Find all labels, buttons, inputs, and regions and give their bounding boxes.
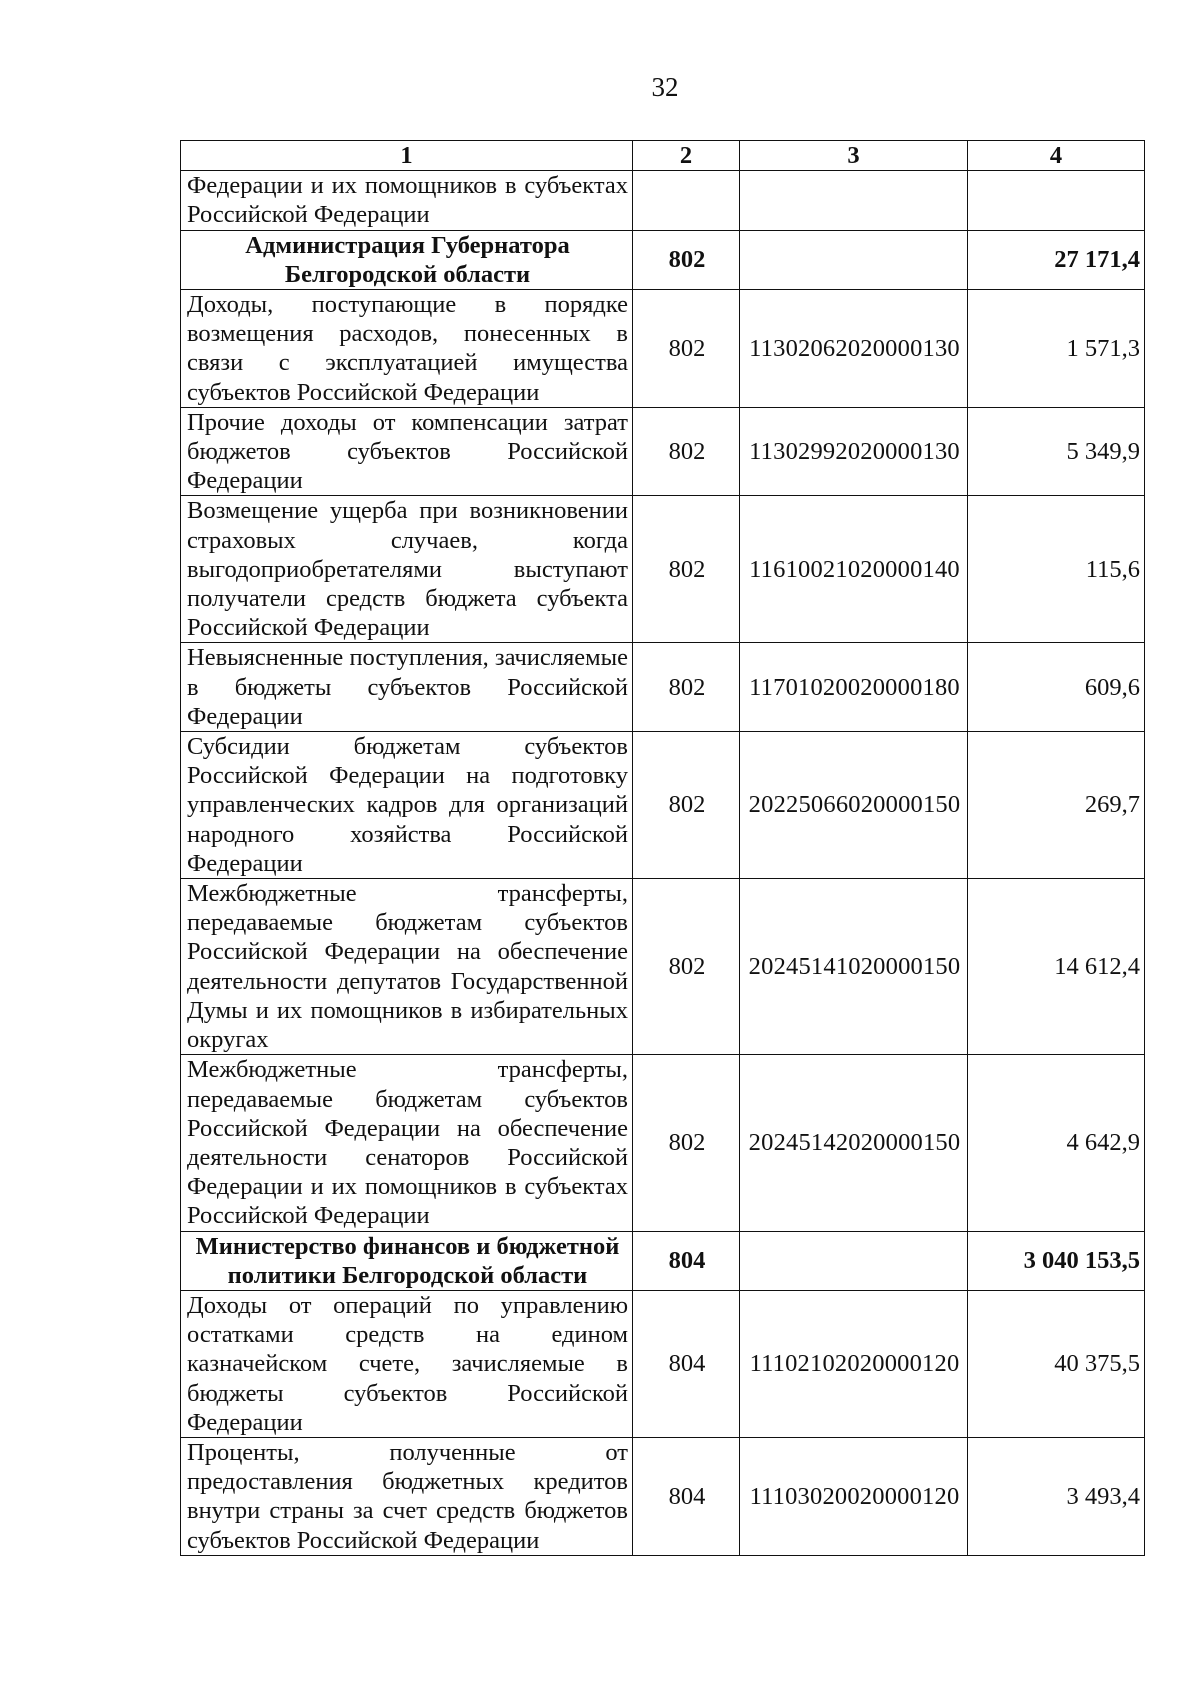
row-kbk: 11701020020000180 (740, 643, 968, 732)
row-name: Министерство финансов и бюджетной политики Белгородской области (181, 1231, 633, 1290)
row-amount: 1 571,3 (968, 290, 1145, 408)
revenue-table (180, 140, 1145, 1556)
table-row-section (181, 230, 1145, 289)
table-row (181, 879, 1145, 1055)
row-name: Проценты, полученные от предоставления бюджетных кредитов внутри страны за счет средств бюджетов субъектов Российской Федерации (181, 1437, 633, 1555)
row-kbk: 11610021020000140 (740, 496, 968, 643)
row-name: Доходы, поступающие в порядке возмещения расходов, понесенных в связи с эксплуатацией имущества субъектов Российской Федерации (181, 290, 633, 408)
row-amount: 4 642,9 (968, 1055, 1145, 1231)
row-kbk: 20225066020000150 (740, 732, 968, 879)
row-name: Доходы от операций по управлению остатками средств на едином казначейском счете, зачисляемые в бюджеты субъектов Российской Федерации (181, 1290, 633, 1437)
row-kbk (740, 1231, 968, 1290)
table-row (181, 290, 1145, 408)
row-admin-code: 802 (633, 1055, 740, 1231)
row-name: Межбюджетные трансферты, передаваемые бюджетам субъектов Российской Федерации на обеспечение деятельности депутатов Государственной Думы и их помощников в избирательных округах (181, 879, 633, 1055)
row-name: Прочие доходы от компенсации затрат бюджетов субъектов Российской Федерации (181, 407, 633, 496)
row-admin-code: 802 (633, 879, 740, 1055)
row-admin-code: 802 (633, 407, 740, 496)
table-row (181, 1290, 1145, 1437)
row-kbk: 11302062020000130 (740, 290, 968, 408)
table-header-row (181, 141, 1145, 171)
table-row (181, 171, 1145, 230)
row-kbk: 11103020020000120 (740, 1437, 968, 1555)
table-row (181, 496, 1145, 643)
column-header-4: 4 (968, 141, 1145, 171)
row-amount: 40 375,5 (968, 1290, 1145, 1437)
row-kbk (740, 230, 968, 289)
row-name: Субсидии бюджетам субъектов Российской Федерации на подготовку управленческих кадров для организаций народного хозяйства Российской Федерации (181, 732, 633, 879)
row-amount (968, 171, 1145, 230)
row-admin-code: 804 (633, 1290, 740, 1437)
table-body (181, 171, 1145, 1556)
row-kbk: 20245141020000150 (740, 879, 968, 1055)
column-header-2: 2 (633, 141, 740, 171)
row-admin-code: 802 (633, 643, 740, 732)
row-name: Администрация Губернатора Белгородской области (181, 230, 633, 289)
row-amount: 3 493,4 (968, 1437, 1145, 1555)
row-kbk: 11302992020000130 (740, 407, 968, 496)
row-admin-code: 802 (633, 290, 740, 408)
row-amount: 3 040 153,5 (968, 1231, 1145, 1290)
row-amount: 609,6 (968, 643, 1145, 732)
column-header-3: 3 (740, 141, 968, 171)
row-admin-code: 802 (633, 230, 740, 289)
page-number: 32 (651, 72, 679, 102)
row-name: Невыясненные поступления, зачисляемые в бюджеты субъектов Российской Федерации (181, 643, 633, 732)
row-admin-code: 802 (633, 496, 740, 643)
table-row (181, 643, 1145, 732)
table-row (181, 1055, 1145, 1231)
row-amount: 5 349,9 (968, 407, 1145, 496)
row-admin-code: 802 (633, 732, 740, 879)
row-amount: 14 612,4 (968, 879, 1145, 1055)
row-kbk: 11102102020000120 (740, 1290, 968, 1437)
row-kbk: 20245142020000150 (740, 1055, 968, 1231)
row-kbk (740, 171, 968, 230)
column-header-1: 1 (181, 141, 633, 171)
row-amount: 115,6 (968, 496, 1145, 643)
table-row (181, 732, 1145, 879)
row-name: Возмещение ущерба при возникновении страховых случаев, когда выгодоприобретателями выступают получатели средств бюджета субъекта Российской Федерации (181, 496, 633, 643)
table-row (181, 1437, 1145, 1555)
row-amount: 27 171,4 (968, 230, 1145, 289)
row-amount: 269,7 (968, 732, 1145, 879)
table-row (181, 407, 1145, 496)
table-row-section (181, 1231, 1145, 1290)
row-name: Межбюджетные трансферты, передаваемые бюджетам субъектов Российской Федерации на обеспечение деятельности сенаторов Российской Федерации и их помощников в субъектах Российской Федерации (181, 1055, 633, 1231)
row-name: Федерации и их помощников в субъектах Российской Федерации (181, 171, 633, 230)
row-admin-code: 804 (633, 1231, 740, 1290)
row-admin-code: 804 (633, 1437, 740, 1555)
row-admin-code (633, 171, 740, 230)
